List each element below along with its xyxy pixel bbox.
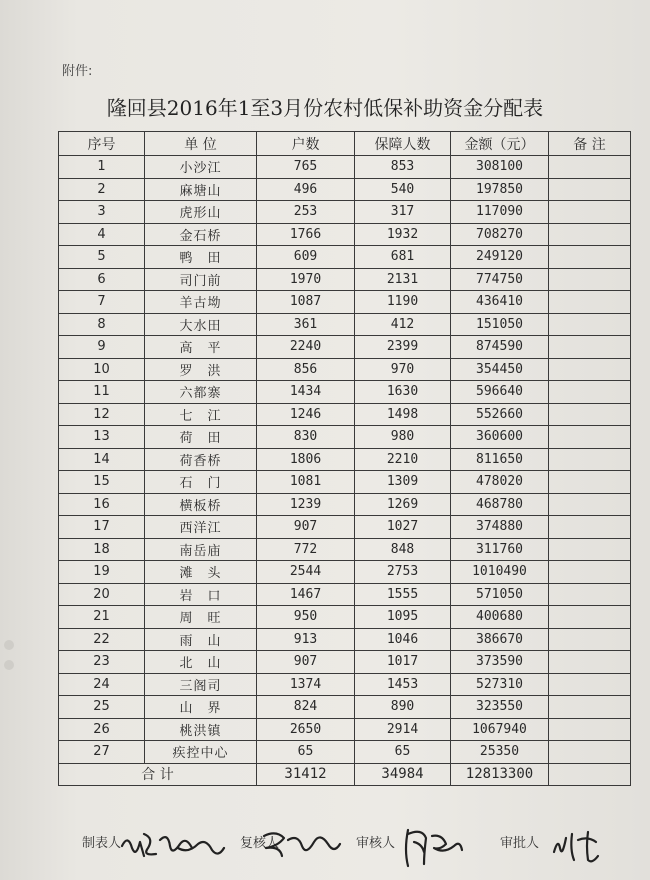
table-row [59, 313, 631, 336]
cell-persons: 980 [355, 426, 451, 449]
cell-households: 1246 [257, 403, 355, 426]
cell-amount: 571050 [451, 583, 549, 606]
cell-remark [549, 696, 631, 719]
cell-persons: 681 [355, 246, 451, 269]
cell-unit: 羊古坳 [145, 291, 257, 314]
cell-persons: 1190 [355, 291, 451, 314]
cell-unit: 鸭 田 [145, 246, 257, 269]
cell-remark [549, 268, 631, 291]
cell-remark [549, 201, 631, 224]
cell-households: 496 [257, 178, 355, 201]
header-amount: 金额（元） [451, 132, 549, 156]
table-row [59, 471, 631, 494]
cell-households: 950 [257, 606, 355, 629]
cell-seq: 5 [59, 246, 145, 269]
cell-remark [549, 741, 631, 764]
cell-amount: 774750 [451, 268, 549, 291]
cell-remark [549, 516, 631, 539]
cell-seq: 4 [59, 223, 145, 246]
table-row [59, 201, 631, 224]
table-total-row [59, 763, 631, 786]
cell-unit: 罗 洪 [145, 358, 257, 381]
cell-households: 2544 [257, 561, 355, 584]
cell-seq: 16 [59, 493, 145, 516]
table-row [59, 403, 631, 426]
table-row [59, 178, 631, 201]
header-households: 户数 [257, 132, 355, 156]
cell-persons: 2210 [355, 448, 451, 471]
cell-seq: 3 [59, 201, 145, 224]
cell-remark [549, 628, 631, 651]
cell-persons: 970 [355, 358, 451, 381]
table-row [59, 223, 631, 246]
cell-persons: 1932 [355, 223, 451, 246]
cell-remark [549, 538, 631, 561]
cell-unit: 高 平 [145, 336, 257, 359]
allocation-table [58, 131, 631, 786]
cell-unit: 荷香桥 [145, 448, 257, 471]
cell-amount: 373590 [451, 651, 549, 674]
cell-households: 1970 [257, 268, 355, 291]
cell-remark [549, 358, 631, 381]
cell-households: 765 [257, 156, 355, 179]
cell-amount: 478020 [451, 471, 549, 494]
table-row [59, 696, 631, 719]
table-row [59, 561, 631, 584]
cell-unit: 七 江 [145, 403, 257, 426]
approver-signature [548, 826, 628, 866]
cell-households: 907 [257, 651, 355, 674]
cell-households: 65 [257, 741, 355, 764]
cell-amount: 1067940 [451, 718, 549, 741]
binder-hole [4, 640, 14, 650]
cell-seq: 24 [59, 673, 145, 696]
cell-seq: 1 [59, 156, 145, 179]
cell-amount: 249120 [451, 246, 549, 269]
cell-persons: 890 [355, 696, 451, 719]
cell-remark [549, 673, 631, 696]
cell-households: 609 [257, 246, 355, 269]
cell-seq: 15 [59, 471, 145, 494]
cell-unit: 虎形山 [145, 201, 257, 224]
cell-amount: 468780 [451, 493, 549, 516]
cell-households: 1467 [257, 583, 355, 606]
cell-seq: 17 [59, 516, 145, 539]
table-row [59, 336, 631, 359]
cell-persons: 1630 [355, 381, 451, 404]
cell-amount: 708270 [451, 223, 549, 246]
cell-seq: 25 [59, 696, 145, 719]
table-header-row [59, 132, 631, 156]
cell-unit: 横板桥 [145, 493, 257, 516]
cell-households: 2650 [257, 718, 355, 741]
total-persons: 34984 [355, 763, 451, 786]
cell-remark [549, 718, 631, 741]
cell-households: 1087 [257, 291, 355, 314]
cell-unit: 北 山 [145, 651, 257, 674]
cell-amount: 527310 [451, 673, 549, 696]
cell-remark [549, 651, 631, 674]
header-unit: 单 位 [145, 132, 257, 156]
reviewer-label: 复核人 [240, 836, 280, 851]
cell-unit: 滩 头 [145, 561, 257, 584]
cell-seq: 21 [59, 606, 145, 629]
table-row [59, 246, 631, 269]
cell-seq: 7 [59, 291, 145, 314]
cell-unit: 西洋江 [145, 516, 257, 539]
cell-persons: 853 [355, 156, 451, 179]
cell-households: 1374 [257, 673, 355, 696]
cell-unit: 三阁司 [145, 673, 257, 696]
total-label: 合 计 [59, 763, 257, 786]
cell-persons: 2399 [355, 336, 451, 359]
cell-amount: 400680 [451, 606, 549, 629]
cell-seq: 22 [59, 628, 145, 651]
cell-unit: 雨 山 [145, 628, 257, 651]
table-row [59, 426, 631, 449]
cell-persons: 1453 [355, 673, 451, 696]
cell-remark [549, 606, 631, 629]
total-amount: 12813300 [451, 763, 549, 786]
total-remark [549, 763, 631, 786]
cell-amount: 308100 [451, 156, 549, 179]
cell-remark [549, 156, 631, 179]
cell-households: 907 [257, 516, 355, 539]
cell-persons: 1017 [355, 651, 451, 674]
cell-amount: 552660 [451, 403, 549, 426]
reviewer-signature [258, 826, 348, 866]
cell-seq: 27 [59, 741, 145, 764]
cell-amount: 386670 [451, 628, 549, 651]
cell-seq: 10 [59, 358, 145, 381]
cell-amount: 360600 [451, 426, 549, 449]
cell-unit: 六都寨 [145, 381, 257, 404]
cell-amount: 436410 [451, 291, 549, 314]
table-row [59, 156, 631, 179]
cell-persons: 1498 [355, 403, 451, 426]
header-persons: 保障人数 [355, 132, 451, 156]
cell-seq: 20 [59, 583, 145, 606]
cell-remark [549, 246, 631, 269]
cell-amount: 25350 [451, 741, 549, 764]
cell-households: 772 [257, 538, 355, 561]
preparer-label: 制表人 [82, 836, 122, 851]
cell-unit: 金石桥 [145, 223, 257, 246]
auditor-signature [398, 826, 478, 870]
cell-remark [549, 178, 631, 201]
cell-unit: 疾控中心 [145, 741, 257, 764]
header-remark: 备 注 [549, 132, 631, 156]
cell-remark [549, 448, 631, 471]
table-row [59, 606, 631, 629]
cell-households: 1081 [257, 471, 355, 494]
cell-persons: 2914 [355, 718, 451, 741]
table-row [59, 448, 631, 471]
table-row [59, 538, 631, 561]
table-row [59, 718, 631, 741]
cell-amount: 311760 [451, 538, 549, 561]
cell-remark [549, 426, 631, 449]
cell-remark [549, 471, 631, 494]
cell-remark [549, 561, 631, 584]
cell-remark [549, 583, 631, 606]
cell-unit: 司门前 [145, 268, 257, 291]
cell-unit: 岩 口 [145, 583, 257, 606]
cell-households: 824 [257, 696, 355, 719]
approver-label: 审批人 [500, 836, 540, 851]
cell-seq: 14 [59, 448, 145, 471]
auditor-label: 审核人 [356, 836, 396, 851]
cell-unit: 南岳庙 [145, 538, 257, 561]
preparer-signature [118, 826, 228, 866]
cell-households: 253 [257, 201, 355, 224]
cell-persons: 65 [355, 741, 451, 764]
cell-seq: 2 [59, 178, 145, 201]
cell-amount: 874590 [451, 336, 549, 359]
cell-seq: 19 [59, 561, 145, 584]
cell-remark [549, 493, 631, 516]
cell-households: 913 [257, 628, 355, 651]
cell-seq: 23 [59, 651, 145, 674]
cell-unit: 麻塘山 [145, 178, 257, 201]
table-row [59, 583, 631, 606]
cell-amount: 323550 [451, 696, 549, 719]
cell-seq: 9 [59, 336, 145, 359]
header-seq: 序号 [59, 132, 145, 156]
table-row [59, 381, 631, 404]
cell-unit: 桃洪镇 [145, 718, 257, 741]
cell-remark [549, 403, 631, 426]
cell-amount: 151050 [451, 313, 549, 336]
cell-households: 361 [257, 313, 355, 336]
cell-persons: 2753 [355, 561, 451, 584]
cell-persons: 317 [355, 201, 451, 224]
cell-unit: 大水田 [145, 313, 257, 336]
cell-persons: 2131 [355, 268, 451, 291]
cell-amount: 197850 [451, 178, 549, 201]
table-row [59, 268, 631, 291]
cell-unit: 小沙江 [145, 156, 257, 179]
total-households: 31412 [257, 763, 355, 786]
cell-unit: 荷 田 [145, 426, 257, 449]
cell-remark [549, 223, 631, 246]
cell-amount: 1010490 [451, 561, 549, 584]
document-title: 隆回县2016年1至3月份农村低保补助资金分配表 [106, 96, 544, 120]
binder-hole [4, 660, 14, 670]
cell-households: 1806 [257, 448, 355, 471]
cell-seq: 11 [59, 381, 145, 404]
table-row [59, 493, 631, 516]
table-row [59, 358, 631, 381]
cell-remark [549, 313, 631, 336]
cell-seq: 8 [59, 313, 145, 336]
cell-households: 1766 [257, 223, 355, 246]
cell-amount: 354450 [451, 358, 549, 381]
cell-persons: 540 [355, 178, 451, 201]
cell-persons: 848 [355, 538, 451, 561]
cell-seq: 6 [59, 268, 145, 291]
cell-households: 2240 [257, 336, 355, 359]
cell-persons: 1095 [355, 606, 451, 629]
cell-persons: 1046 [355, 628, 451, 651]
table-row [59, 673, 631, 696]
cell-persons: 1555 [355, 583, 451, 606]
cell-remark [549, 336, 631, 359]
cell-households: 1434 [257, 381, 355, 404]
cell-seq: 12 [59, 403, 145, 426]
cell-persons: 412 [355, 313, 451, 336]
cell-persons: 1309 [355, 471, 451, 494]
table-row [59, 628, 631, 651]
cell-persons: 1027 [355, 516, 451, 539]
cell-unit: 周 旺 [145, 606, 257, 629]
cell-seq: 26 [59, 718, 145, 741]
cell-unit: 石 门 [145, 471, 257, 494]
cell-seq: 13 [59, 426, 145, 449]
attachment-label: 附件: [62, 64, 93, 79]
signature-footer [0, 826, 650, 866]
cell-remark [549, 291, 631, 314]
table-body [59, 156, 631, 764]
cell-persons: 1269 [355, 493, 451, 516]
cell-households: 856 [257, 358, 355, 381]
table-row [59, 291, 631, 314]
cell-amount: 374880 [451, 516, 549, 539]
cell-households: 830 [257, 426, 355, 449]
cell-amount: 811650 [451, 448, 549, 471]
cell-unit: 山 界 [145, 696, 257, 719]
cell-households: 1239 [257, 493, 355, 516]
table-row [59, 516, 631, 539]
cell-seq: 18 [59, 538, 145, 561]
table-row [59, 741, 631, 764]
cell-amount: 596640 [451, 381, 549, 404]
cell-amount: 117090 [451, 201, 549, 224]
cell-remark [549, 381, 631, 404]
table-row [59, 651, 631, 674]
